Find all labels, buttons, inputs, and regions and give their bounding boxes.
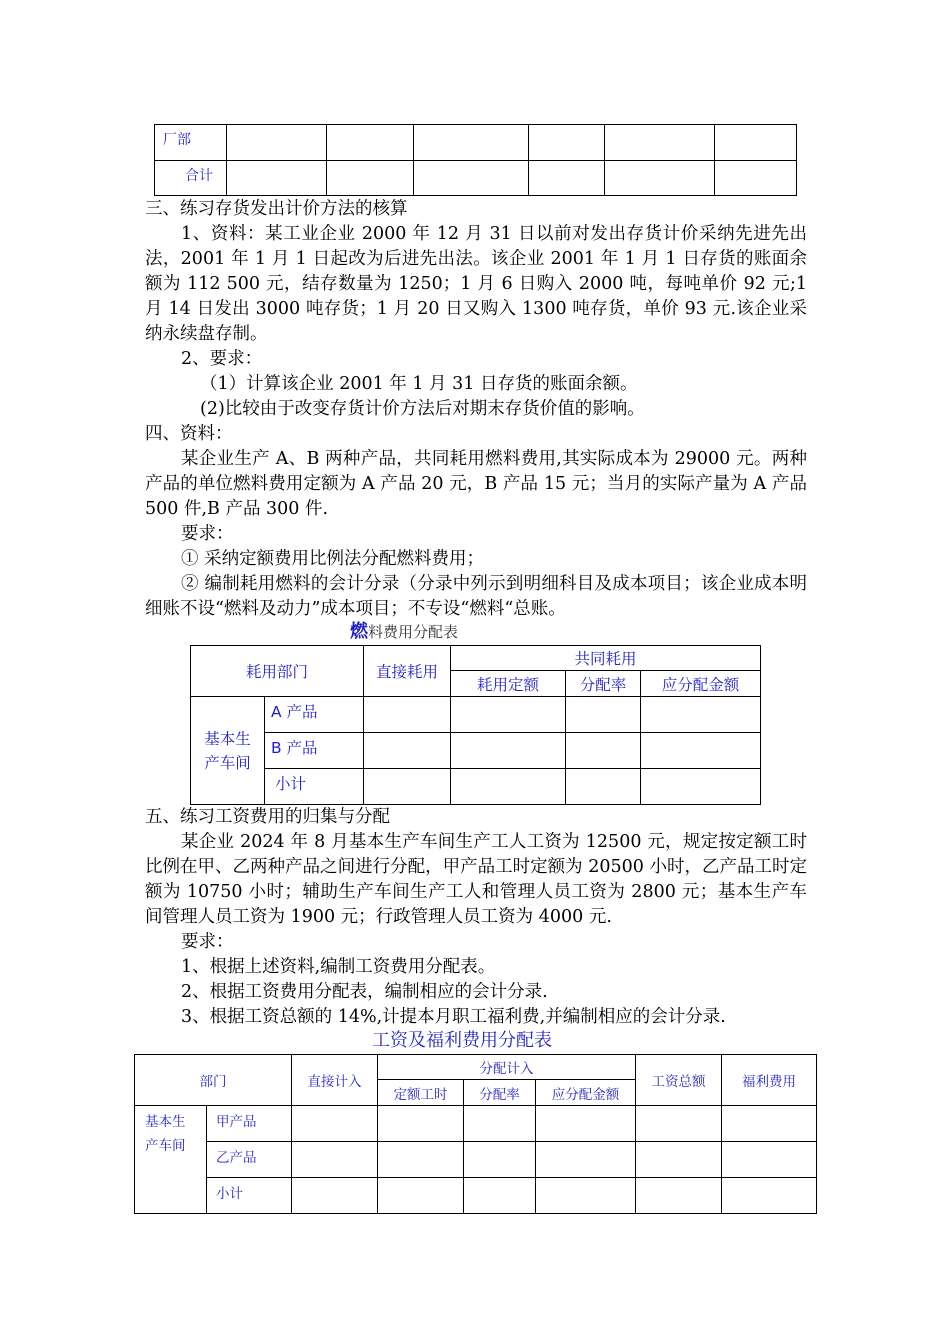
- table-cell: [227, 161, 327, 196]
- requirement-item: （1）计算该企业 2001 年 1 月 31 日存货的账面余额。: [200, 374, 638, 394]
- table-cell: [364, 733, 451, 769]
- table-title: [350, 621, 458, 643]
- header-direct: 直接耗用: [364, 646, 451, 697]
- table-cell: [451, 769, 566, 805]
- header-shared: 共同耗用: [451, 646, 761, 671]
- requirement-item: ① 采纳定额费用比例法分配燃料费用；: [181, 549, 485, 569]
- table-cell: [378, 1106, 464, 1142]
- row-label: 甲产品: [207, 1106, 292, 1142]
- table-cell: [636, 1106, 722, 1142]
- requirement-title: 要求：: [181, 932, 234, 952]
- wage-welfare-table: [134, 1054, 817, 1214]
- section-heading: 五、练习工资费用的归集与分配: [145, 807, 390, 827]
- table-cell: [566, 697, 641, 733]
- requirement-item: 1、根据上述资料,编制工资费用分配表。: [181, 957, 496, 977]
- header-rate: 分配率: [566, 671, 641, 697]
- group-label: 基本生产车间: [135, 1106, 207, 1214]
- row-label: 小计: [207, 1178, 292, 1214]
- table-cell: [529, 125, 605, 161]
- table-cell: [636, 1178, 722, 1214]
- table-cell: [327, 125, 414, 161]
- header-direct: 直接计入: [292, 1055, 378, 1106]
- table-title: 工资及福利费用分配表: [372, 1030, 552, 1051]
- table-row-label: 厂部: [155, 125, 227, 161]
- requirement-item: ② 编制耗用燃料的会计分录（分录中列示到明细科目及成本项目；该企业成本明细账不设“燃料及动力”成本项目；不专设“燃料“总账。: [145, 574, 807, 619]
- requirement-item: 2、根据工资费用分配表，编制相应的会计分录.: [181, 982, 548, 1002]
- header-quota: 耗用定额: [451, 671, 566, 697]
- header-welfare: 福利费用: [722, 1055, 817, 1106]
- requirement-item: 3、根据工资总额的 14%,计提本月职工福利费,并编制相应的会计分录.: [181, 1007, 726, 1027]
- section-paragraph: 某企业生产 A、B 两种产品，共同耗用燃料费用,其实际成本为 29000 元。两种产品的单位燃料费用定额为 A 产品 20 元，B 产品 15 元；当月的实际产量为 A 产品 500 件,B 产品 300 件.: [145, 449, 807, 519]
- row-label: 乙产品: [207, 1142, 292, 1178]
- table-cell: [292, 1142, 378, 1178]
- requirement-title: 要求：: [181, 524, 234, 544]
- header-amount: 应分配金额: [536, 1080, 636, 1106]
- table-cell: [641, 697, 761, 733]
- row-label: A 产品: [265, 697, 364, 733]
- header-total: 工资总额: [636, 1055, 722, 1106]
- table-title-rest: 料费用分配表: [368, 623, 459, 641]
- table-cell: [536, 1142, 636, 1178]
- table-row-label: 合计: [155, 161, 227, 196]
- table-title-first-char: 燃: [350, 621, 368, 642]
- table-cell: [566, 733, 641, 769]
- group-label: 基本生产车间: [191, 697, 265, 805]
- table-cell: [605, 161, 715, 196]
- requirement-item: (2)比较由于改变存货计价方法后对期末存货价值的影响。: [200, 399, 645, 419]
- table-cell: [529, 161, 605, 196]
- table-cell: [414, 125, 529, 161]
- table-cell: [536, 1178, 636, 1214]
- table-cell: [227, 125, 327, 161]
- section-heading: 四、资料：: [145, 424, 233, 444]
- table-cell: [292, 1178, 378, 1214]
- table-cell: [378, 1178, 464, 1214]
- table-cell: [464, 1106, 536, 1142]
- table-cell: [464, 1142, 536, 1178]
- section-heading: 三、练习存货发出计价方法的核算: [145, 199, 408, 219]
- header-rate: 分配率: [464, 1080, 536, 1106]
- section-paragraph: 某企业 2024 年 8 月基本生产车间生产工人工资为 12500 元，规定按定额工时比例在甲、乙两种产品之间进行分配，甲产品工时定额为 20500 小时，乙产品工时定额为 10750 小时；辅助生产车间生产工人和管理人员工资为 2800 元；基本生产车间管理人员工资为 1900 元；行政管理人员工资为 4000 元.: [145, 832, 807, 927]
- table-cell: [641, 769, 761, 805]
- header-dept: 部门: [135, 1055, 292, 1106]
- header-amount: 应分配金额: [641, 671, 761, 697]
- table-cell: [414, 161, 529, 196]
- row-label: B 产品: [265, 733, 364, 769]
- table-cell: [715, 125, 797, 161]
- table-cell: [327, 161, 414, 196]
- table-cell: [566, 769, 641, 805]
- table-cell: [641, 733, 761, 769]
- table-cell: [451, 697, 566, 733]
- table-cell: [636, 1142, 722, 1178]
- requirement-title: 2、要求：: [181, 349, 263, 369]
- top-table: [154, 124, 797, 196]
- table-cell: [715, 161, 797, 196]
- table-cell: [378, 1142, 464, 1178]
- table-cell: [722, 1106, 817, 1142]
- section-paragraph: 1、资料：某工业企业 2000 年 12 月 31 日以前对发出存货计价采纳先进先出法，2001 年 1 月 1 日起改为后进先出法。该企业 2001 年 1 月 1 日存货的账面余额为 112 500 元，结存数量为 1250；1 月 6 日购入 2000 吨，每吨单价 92 元;1 月 14 日发出 3000 吨存货；1 月 20 日又购入 1300 吨存货，单价 93 元.该企业采纳永续盘存制。: [145, 224, 807, 344]
- table-cell: [364, 769, 451, 805]
- header-hours: 定额工时: [378, 1080, 464, 1106]
- table-cell: [464, 1178, 536, 1214]
- table-cell: [722, 1142, 817, 1178]
- table-cell: [292, 1106, 378, 1142]
- header-alloc: 分配计入: [378, 1055, 636, 1080]
- header-dept: 耗用部门: [191, 646, 364, 697]
- table-cell: [451, 733, 566, 769]
- fuel-allocation-table: [190, 645, 761, 805]
- table-cell: [536, 1106, 636, 1142]
- table-cell: [364, 697, 451, 733]
- table-cell: [605, 125, 715, 161]
- row-label: 小计: [265, 769, 364, 805]
- table-cell: [722, 1178, 817, 1214]
